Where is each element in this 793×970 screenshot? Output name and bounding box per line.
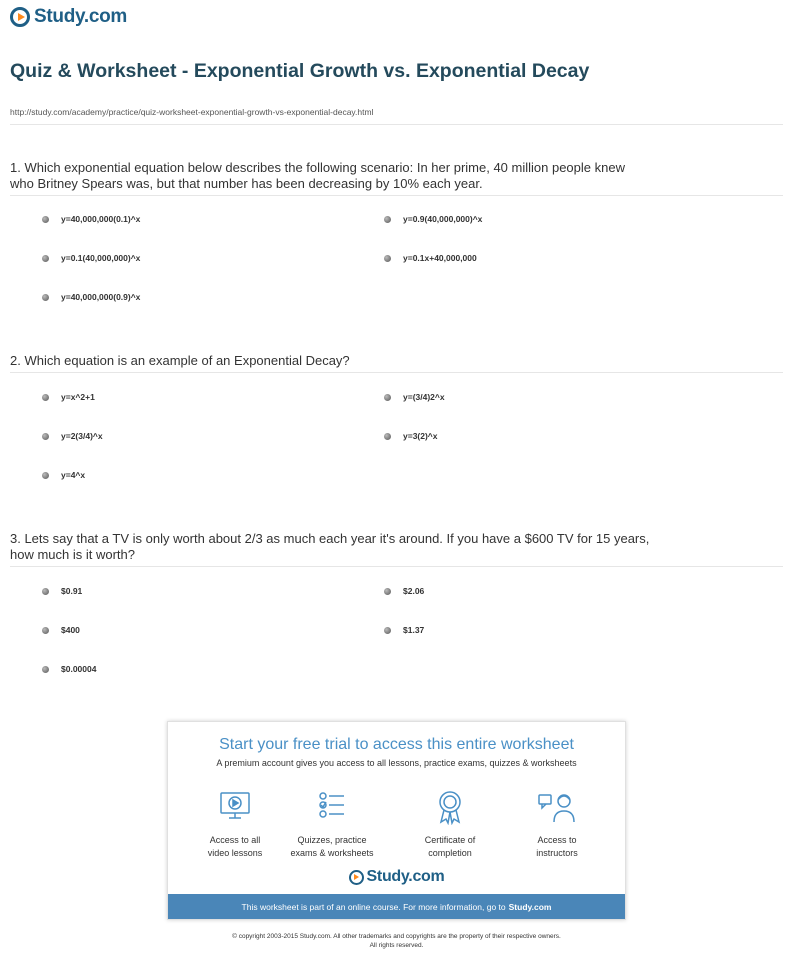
answer-option[interactable]: y=4^x xyxy=(42,470,85,480)
quiz-list-icon xyxy=(314,789,350,825)
feature-label: Quizzes, practice exams & worksheets xyxy=(290,835,374,858)
answer-option[interactable]: y=3(2)^x xyxy=(384,431,438,441)
feature-quizzes xyxy=(282,786,382,860)
page-url: http://study.com/academy/practice/quiz-worksheet-exponential-growth-vs-exponential-decay.html xyxy=(10,107,374,117)
radio-icon[interactable] xyxy=(42,216,49,223)
radio-icon[interactable] xyxy=(384,433,391,440)
radio-icon[interactable] xyxy=(42,472,49,479)
feature-video-lessons xyxy=(185,786,285,860)
radio-icon[interactable] xyxy=(42,588,49,595)
answer-option[interactable]: y=2(3/4)^x xyxy=(42,431,103,441)
logo-text: Study.com xyxy=(366,868,445,885)
logo-text: Study.com xyxy=(34,6,128,27)
instructor-icon xyxy=(537,789,577,825)
copyright-line: © copyright 2003-2015 Study.com. All other trademarks and copyrights are the property of their respective owners. xyxy=(232,933,561,940)
radio-icon[interactable] xyxy=(42,255,49,262)
copyright xyxy=(0,932,793,950)
question-2 xyxy=(10,353,780,373)
divider xyxy=(10,124,783,125)
answer-option[interactable]: y=(3/4)2^x xyxy=(384,392,445,402)
answer-option[interactable]: $2.06 xyxy=(384,586,424,596)
radio-icon[interactable] xyxy=(42,433,49,440)
answer-option[interactable]: $0.91 xyxy=(42,586,82,596)
radio-icon[interactable] xyxy=(42,294,49,301)
divider xyxy=(10,566,783,567)
radio-icon[interactable] xyxy=(42,666,49,673)
feature-instructors xyxy=(507,786,607,860)
play-logo-icon xyxy=(10,7,30,27)
question-text: 2. Which equation is an example of an Exponential Decay? xyxy=(10,353,350,368)
answer-option[interactable]: y=0.1(40,000,000)^x xyxy=(42,253,140,263)
answer-option[interactable]: y=0.1x+40,000,000 xyxy=(384,253,477,263)
radio-icon[interactable] xyxy=(384,255,391,262)
answer-option[interactable]: y=40,000,000(0.1)^x xyxy=(42,214,140,224)
radio-icon[interactable] xyxy=(384,588,391,595)
answer-option[interactable]: y=40,000,000(0.9)^x xyxy=(42,292,140,302)
feature-label: Access to instructors xyxy=(536,835,578,858)
free-trial-promo[interactable] xyxy=(167,721,626,920)
answer-option[interactable]: $400 xyxy=(42,625,80,635)
question-1 xyxy=(10,160,780,196)
copyright-line: All rights reserved. xyxy=(369,942,424,949)
certificate-icon xyxy=(432,789,468,825)
radio-icon[interactable] xyxy=(384,627,391,634)
radio-icon[interactable] xyxy=(384,394,391,401)
video-lesson-icon xyxy=(217,789,253,825)
promo-heading[interactable]: Start your free trial to access this entire worksheet xyxy=(219,736,574,753)
footer-link[interactable]: Study.com xyxy=(508,901,552,912)
radio-icon[interactable] xyxy=(42,394,49,401)
footer-text: This worksheet is part of an online course. For more information, go to xyxy=(241,901,506,912)
feature-label: Certificate of completion xyxy=(424,835,476,858)
divider xyxy=(10,372,783,373)
question-3 xyxy=(10,531,780,567)
radio-icon[interactable] xyxy=(42,627,49,634)
promo-subheading: A premium account gives you access to all lessons, practice exams, quizzes & worksheets xyxy=(216,758,577,768)
promo-logo xyxy=(168,868,625,886)
question-text: 1. Which exponential equation below describes the following scenario: In her prime, 40 million people knew who Britney Spears was, but that number has been decreasing by 10% each year. xyxy=(10,160,625,191)
study-logo[interactable] xyxy=(10,6,127,28)
play-logo-icon xyxy=(349,870,364,885)
divider xyxy=(10,195,783,196)
feature-certificate xyxy=(400,786,500,860)
page-title: Quiz & Worksheet - Exponential Growth vs. Exponential Decay xyxy=(10,60,590,82)
radio-icon[interactable] xyxy=(384,216,391,223)
feature-label: Access to all video lessons xyxy=(207,835,263,858)
answer-option[interactable]: $0.00004 xyxy=(42,664,96,674)
answer-option[interactable]: y=x^2+1 xyxy=(42,392,95,402)
answer-option[interactable]: y=0.9(40,000,000)^x xyxy=(384,214,482,224)
question-text: 3. Lets say that a TV is only worth about 2/3 as much each year it's around. If you have a $600 TV for 15 years, how much is it worth? xyxy=(10,531,650,562)
promo-footer xyxy=(168,894,625,919)
answer-option[interactable]: $1.37 xyxy=(384,625,424,635)
